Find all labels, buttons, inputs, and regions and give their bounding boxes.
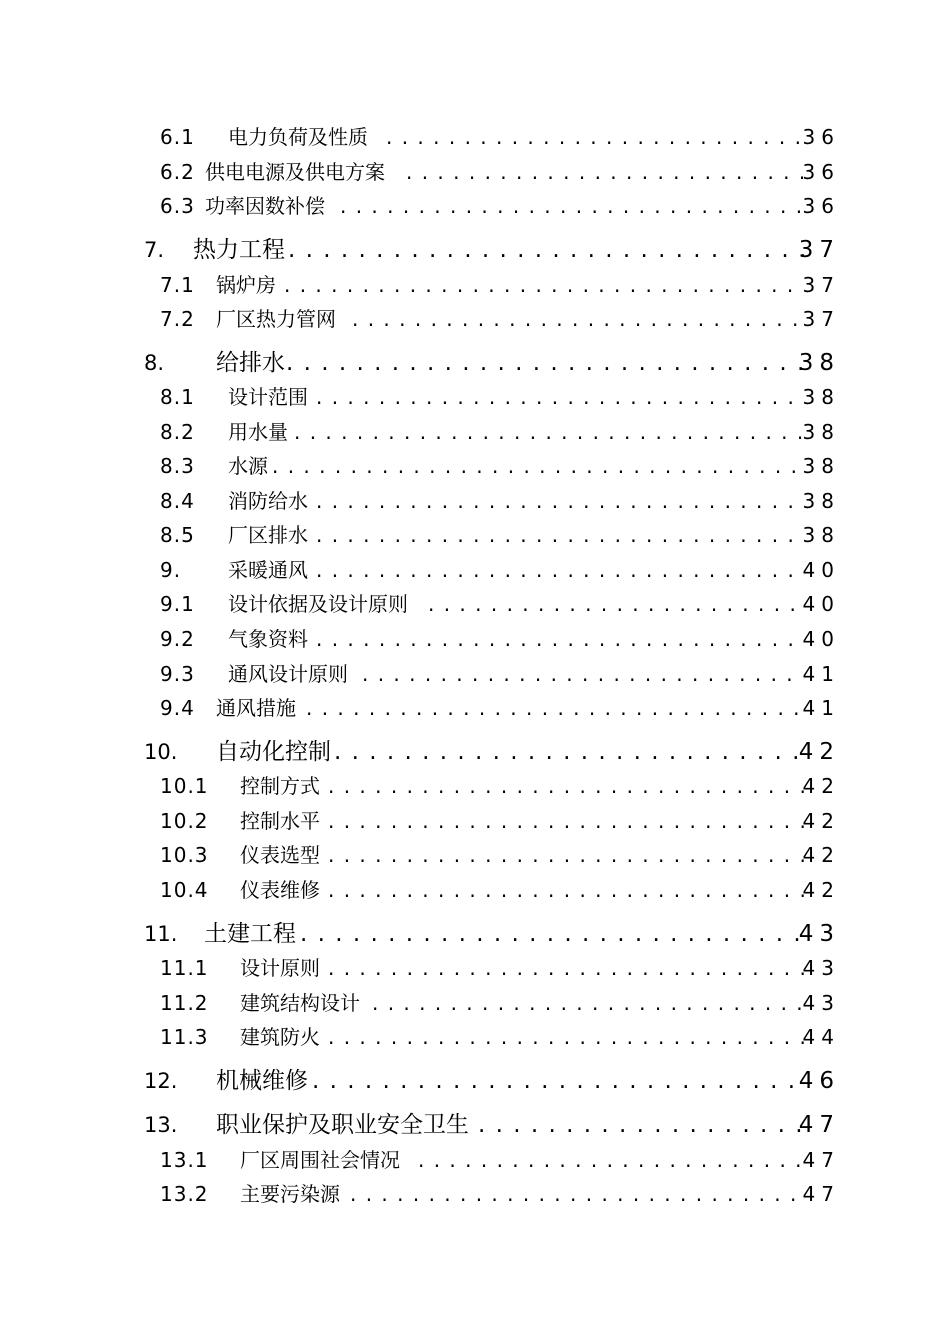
- toc-entry[interactable]: [0, 840, 950, 870]
- toc-leader-dots: [340, 191, 804, 221]
- toc-entry-number: 8.: [144, 351, 165, 375]
- toc-entry-number: 13.: [144, 1113, 178, 1137]
- toc-entry[interactable]: [0, 304, 950, 334]
- toc-entry-number: 9.1: [160, 592, 195, 616]
- toc-leader-dots: [478, 1109, 804, 1141]
- toc-entry[interactable]: [0, 693, 950, 723]
- toc-entry-page: 37: [798, 237, 840, 263]
- toc-entry-title: 锅炉房: [216, 273, 276, 297]
- toc-entry-number: 10.: [144, 740, 178, 764]
- toc-entry[interactable]: [0, 382, 950, 412]
- toc-entry-title: 机械维修: [216, 1068, 308, 1094]
- toc-entry-page: 36: [802, 125, 840, 149]
- toc-entry-title: 土建工程: [204, 921, 296, 947]
- toc-leader-dots: [386, 122, 804, 152]
- toc-leader-dots: [328, 771, 804, 801]
- toc-leader-dots: [288, 234, 804, 266]
- toc-entry-title: 气象资料: [228, 627, 308, 651]
- toc-entry-title: 主要污染源: [240, 1182, 340, 1206]
- toc-entry-page: 38: [802, 385, 840, 409]
- toc-entry[interactable]: [0, 1179, 950, 1209]
- toc-entry-title: 水源: [228, 454, 268, 478]
- toc-entry[interactable]: [0, 953, 950, 983]
- toc-entry[interactable]: [0, 659, 950, 689]
- toc-entry-title: 厂区热力管网: [216, 307, 336, 331]
- toc-entry-title: 消防给水: [228, 489, 308, 513]
- toc-entry-title: 控制方式: [240, 774, 320, 798]
- toc-entry-page: 43: [802, 991, 840, 1015]
- toc-leader-dots: [300, 918, 804, 950]
- toc-entry-page: 40: [802, 627, 840, 651]
- toc-entry[interactable]: [0, 1022, 950, 1052]
- toc-entry-number: 7.2: [160, 307, 195, 331]
- toc-entry-page: 38: [802, 523, 840, 547]
- toc-entry[interactable]: [0, 736, 950, 768]
- toc-entry-number: 9.3: [160, 662, 195, 686]
- toc-entry-number: 9.: [160, 558, 182, 582]
- toc-entry-title: 通风设计原则: [228, 662, 348, 686]
- toc-leader-dots: [328, 953, 804, 983]
- toc-entry-page: 38: [798, 350, 840, 376]
- toc-entry-number: 13.1: [160, 1148, 209, 1172]
- toc-entry[interactable]: [0, 806, 950, 836]
- toc-entry-number: 12.: [144, 1069, 178, 1093]
- toc-entry-number: 11.: [144, 922, 178, 946]
- toc-entry-page: 38: [802, 489, 840, 513]
- toc-leader-dots: [418, 1145, 804, 1175]
- toc-entry[interactable]: [0, 918, 950, 950]
- toc-leader-dots: [312, 1065, 804, 1097]
- toc-entry-number: 8.4: [160, 489, 195, 513]
- toc-entry[interactable]: [0, 191, 950, 221]
- toc-leader-dots: [316, 624, 804, 654]
- toc-entry-page: 36: [802, 194, 840, 218]
- toc-entry-number: 11.1: [160, 956, 209, 980]
- toc-leader-dots: [316, 486, 804, 516]
- toc-leader-dots: [316, 520, 804, 550]
- toc-leader-dots: [306, 693, 804, 723]
- toc-leader-dots: [362, 659, 804, 689]
- toc-entry[interactable]: [0, 555, 950, 585]
- toc-entry[interactable]: [0, 624, 950, 654]
- toc-entry-page: 41: [802, 662, 840, 686]
- toc-entry-number: 9.2: [160, 627, 195, 651]
- toc-leader-dots: [328, 840, 804, 870]
- toc-entry-page: 41: [802, 696, 840, 720]
- toc-entry-title: 建筑结构设计: [240, 991, 360, 1015]
- toc-entry-page: 42: [802, 774, 840, 798]
- toc-leader-dots: [286, 347, 804, 379]
- toc-entry-page: 44: [802, 1025, 840, 1049]
- toc-entry-title: 仪表维修: [240, 878, 320, 902]
- toc-entry-title: 厂区周围社会情况: [240, 1148, 400, 1172]
- toc-entry-page: 43: [798, 921, 840, 947]
- toc-entry-page: 47: [802, 1148, 840, 1172]
- toc-leader-dots: [372, 988, 804, 1018]
- toc-entry-page: 46: [798, 1068, 840, 1094]
- toc-entry[interactable]: [0, 122, 950, 152]
- toc-leader-dots: [328, 875, 804, 905]
- toc-entry-page: 37: [802, 273, 840, 297]
- toc-leader-dots: [328, 1022, 804, 1052]
- toc-entry-title: 厂区排水: [228, 523, 308, 547]
- toc-entry-page: 40: [802, 558, 840, 582]
- toc-entry-title: 自动化控制: [216, 739, 331, 765]
- toc-entry-page: 38: [802, 454, 840, 478]
- toc-entry-title: 控制水平: [240, 809, 320, 833]
- toc-entry-number: 11.3: [160, 1025, 209, 1049]
- toc-entry-page: 43: [802, 956, 840, 980]
- toc-entry-number: 10.4: [160, 878, 209, 902]
- toc-entry-title: 热力工程: [193, 237, 285, 263]
- toc-entry-page: 42: [802, 843, 840, 867]
- toc-entry-number: 13.2: [160, 1182, 209, 1206]
- toc-leader-dots: [316, 382, 804, 412]
- toc-entry[interactable]: [0, 589, 950, 619]
- toc-entry-title: 功率因数补偿: [205, 194, 325, 218]
- toc-entry[interactable]: [0, 486, 950, 516]
- toc-entry[interactable]: [0, 347, 950, 379]
- toc-entry[interactable]: [0, 875, 950, 905]
- toc-entry-number: 10.3: [160, 843, 209, 867]
- toc-entry-number: 10.2: [160, 809, 209, 833]
- toc-entry-title: 设计依据及设计原则: [228, 592, 408, 616]
- toc-entry[interactable]: [0, 1065, 950, 1097]
- toc-entry-page: 47: [798, 1112, 840, 1138]
- toc-entry[interactable]: [0, 1109, 950, 1141]
- toc-entry-page: 42: [798, 739, 840, 765]
- toc-entry-number: 7.1: [160, 273, 195, 297]
- toc-leader-dots: [294, 417, 804, 447]
- toc-entry-number: 8.2: [160, 420, 195, 444]
- toc-entry-number: 6.3: [160, 194, 195, 218]
- toc-entry-page: 42: [802, 878, 840, 902]
- toc-entry-title: 供电电源及供电方案: [205, 160, 385, 184]
- toc-entry-title: 采暖通风: [228, 558, 308, 582]
- toc-entry-title: 仪表选型: [240, 843, 320, 867]
- toc-entry-title: 给排水: [216, 350, 285, 376]
- toc-entry-title: 通风措施: [216, 696, 296, 720]
- toc-entry-number: 8.5: [160, 523, 195, 547]
- toc-entry-page: 42: [802, 809, 840, 833]
- toc-entry[interactable]: [0, 270, 950, 300]
- toc-entry-page: 38: [802, 420, 840, 444]
- toc-leader-dots: [428, 589, 804, 619]
- toc-leader-dots: [272, 451, 804, 481]
- toc-entry[interactable]: [0, 520, 950, 550]
- toc-entry-page: 37: [802, 307, 840, 331]
- toc-entry[interactable]: [0, 988, 950, 1018]
- toc-leader-dots: [334, 736, 804, 768]
- toc-entry-number: 6.2: [160, 160, 195, 184]
- toc-leader-dots: [352, 304, 804, 334]
- toc-entry[interactable]: [0, 1145, 950, 1175]
- toc-entry-number: 10.1: [160, 774, 209, 798]
- toc-leader-dots: [328, 806, 804, 836]
- toc-leader-dots: [350, 1179, 804, 1209]
- toc-entry-page: 36: [802, 160, 840, 184]
- toc-entry[interactable]: [0, 451, 950, 481]
- toc-entry[interactable]: [0, 234, 950, 266]
- toc-entry-number: 7.: [144, 238, 165, 262]
- toc-entry-number: 8.3: [160, 454, 195, 478]
- toc-entry[interactable]: [0, 771, 950, 801]
- toc-entry-title: 电力负荷及性质: [228, 125, 368, 149]
- toc-entry-number: 8.1: [160, 385, 195, 409]
- toc-entry-page: 47: [802, 1182, 840, 1206]
- toc-entry-title: 职业保护及职业安全卫生: [216, 1112, 469, 1138]
- toc-leader-dots: [406, 157, 804, 187]
- toc-entry-title: 建筑防火: [240, 1025, 320, 1049]
- toc-entry-title: 设计范围: [228, 385, 308, 409]
- toc-entry[interactable]: [0, 417, 950, 447]
- toc-leader-dots: [284, 270, 804, 300]
- toc-entry-page: 40: [802, 592, 840, 616]
- toc-entry-number: 6.1: [160, 125, 195, 149]
- toc-leader-dots: [316, 555, 804, 585]
- toc-entry-title: 设计原则: [240, 956, 320, 980]
- toc-entry-number: 11.2: [160, 991, 209, 1015]
- toc-entry-number: 9.4: [160, 696, 195, 720]
- toc-entry-title: 用水量: [228, 420, 288, 444]
- toc-entry[interactable]: [0, 157, 950, 187]
